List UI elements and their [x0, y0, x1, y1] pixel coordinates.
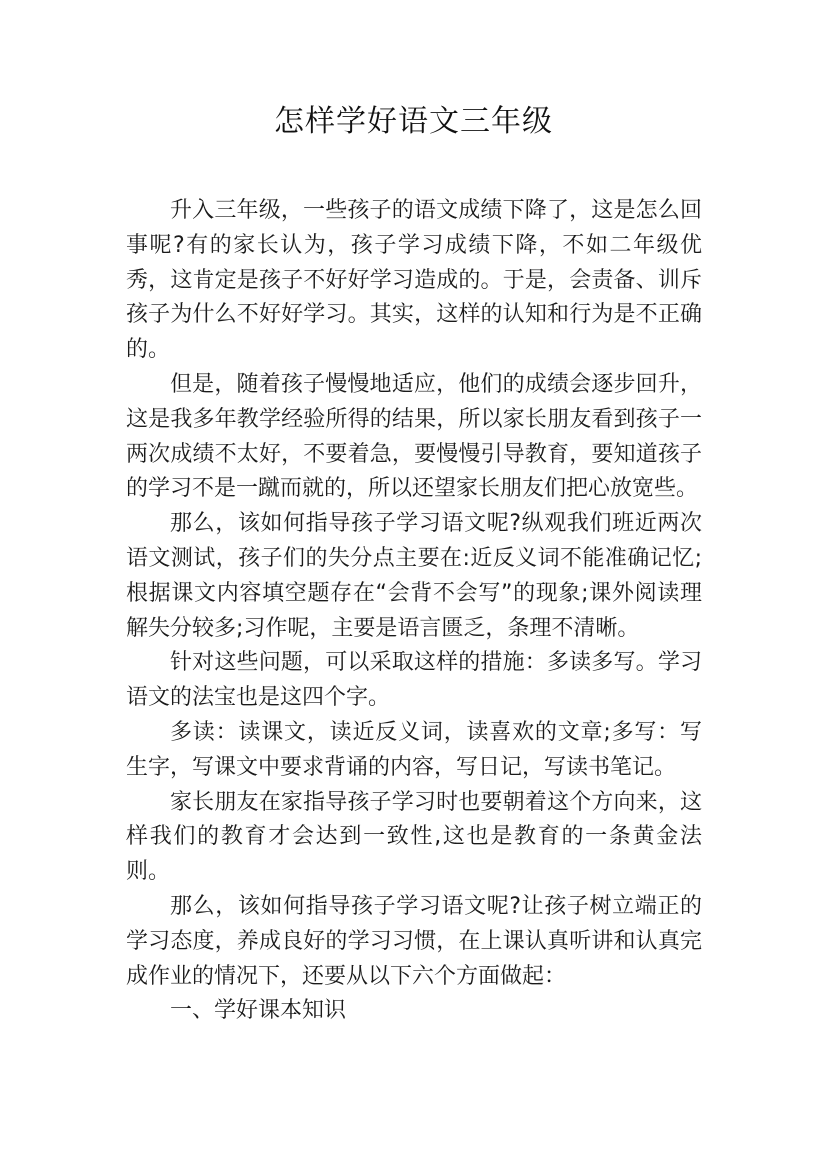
paragraph-6: 家长朋友在家指导孩子学习时也要朝着这个方向来，这样我们的教育才会达到一致性,这也是教育的一条黄金法则。	[126, 789, 702, 885]
section-heading-1: 一、学好课本知识	[170, 998, 347, 1024]
paragraph-4: 针对这些问题，可以采取这样的措施：多读多写。学习语文的法宝也是这四个字。	[126, 650, 702, 711]
paragraph-7: 那么，该如何指导孩子学习语文呢?让孩子树立端正的学习态度，养成良好的学习习惯，在上课认真听讲和认真完成作业的情况下，还要从以下六个方面做起：	[126, 893, 702, 989]
paragraph-3: 那么，该如何指导孩子学习语文呢?纵观我们班近两次语文测试，孩子们的失分点主要在:近反义词不能准确记忆;根据课文内容填空题存在“会背不会写”的现象;课外阅读理解失分较多;习作呢，主要是语言匮乏，条理不清晰。	[126, 511, 702, 641]
paragraph-2: 但是，随着孩子慢慢地适应，他们的成绩会逐步回升，这是我多年教学经验所得的结果，所以家长朋友看到孩子一两次成绩不太好，不要着急，要慢慢引导教育，要知道孩子的学习不是一蹴而就的，所以还望家长朋友们把心放宽些。	[126, 371, 702, 502]
document-body	[126, 194, 702, 1029]
paragraph-1: 升入三年级，一些孩子的语文成绩下降了，这是怎么回事呢?有的家长认为，孩子学习成绩下降，不如二年级优秀，这肯定是孩子不好好学习造成的。于是，会责备、训斥孩子为什么不好好学习。其实，这样的认知和行为是不正确的。	[126, 198, 702, 363]
paragraph-5: 多读：读课文，读近反义词，读喜欢的文章;多写：写生字，写课文中要求背诵的内容，写日记，写读书笔记。	[126, 719, 702, 780]
document-title: 怎样学好语文三年级	[274, 104, 553, 139]
